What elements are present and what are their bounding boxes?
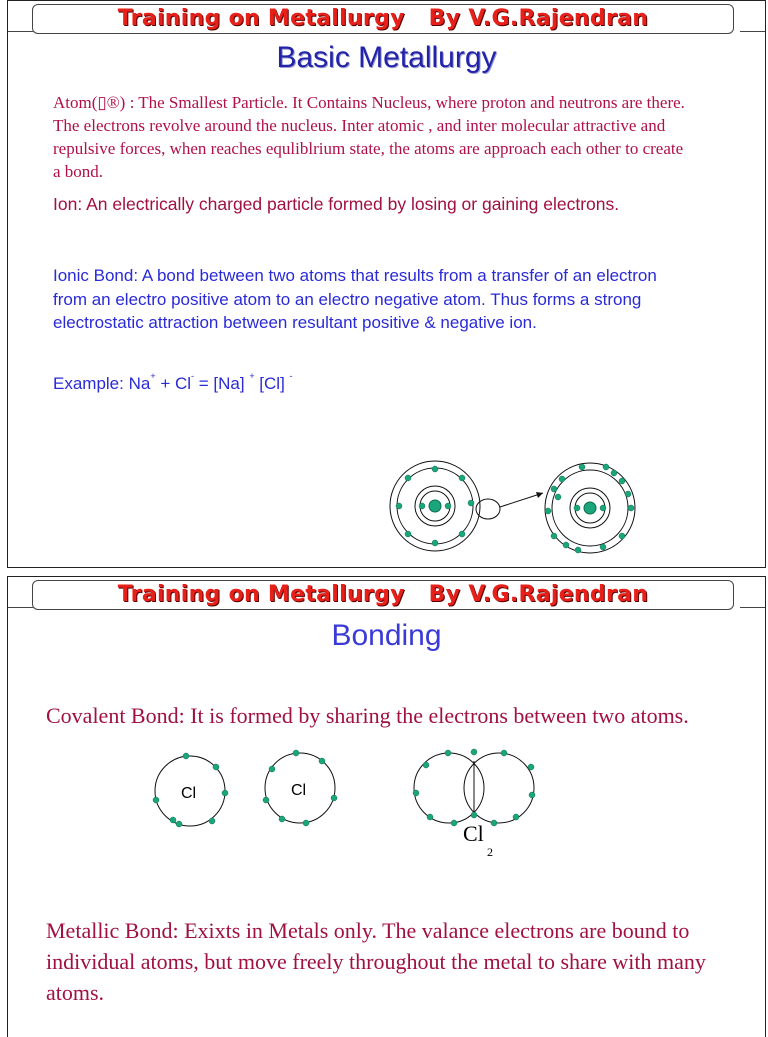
arrow-head	[536, 492, 543, 498]
molecule-subscript: 2	[487, 845, 493, 859]
atom-label-1: Cl	[181, 785, 197, 802]
chlorine-atom-2	[263, 750, 337, 826]
banner-rule-right	[740, 31, 766, 32]
transfer-arrow	[500, 493, 543, 507]
covalent-bond-diagram	[148, 743, 548, 863]
slide-bonding	[7, 576, 766, 1037]
chlorine-atom-1	[153, 753, 228, 827]
chlorine-molecule	[413, 749, 535, 859]
covalent-bond-definition: Covalent Bond: It is formed by sharing the electrons between two atoms.	[46, 703, 689, 728]
slide-banner	[32, 580, 734, 610]
atom-definition: Atom(▯®) : The Smallest Particle. It Contains Nucleus, where proton and neutrons are there. The electrons revolve around the nucleus. Inter atomic , and inter molecular attractive and repulsive forces, when reaches equliblrium state, the atoms are approach each other to create a bond.	[53, 93, 685, 181]
ionic-bond-definition: Ionic Bond: A bond between two atoms that results from a transfer of an electron from an electro positive atom to an electro negative atom. Thus forms a strong electrostatic attraction between resultant positive & negative ion.	[53, 266, 657, 332]
banner-rule-left	[7, 607, 33, 608]
chlorine-atom	[545, 463, 635, 553]
sodium-atom	[390, 461, 480, 551]
atom-label-2: Cl	[291, 782, 307, 799]
slide-title: Bonding	[331, 619, 442, 652]
ionic-transfer-diagram	[378, 451, 638, 567]
slide-title: Basic Metallurgy	[276, 41, 497, 74]
slide-banner	[32, 4, 734, 34]
banner-text: Training on Metallurgy By V.G.Rajendran	[117, 6, 649, 31]
banner-rule-left	[7, 31, 33, 32]
molecule-label: Cl	[463, 821, 484, 846]
ion-definition: Ion: An electrically charged particle formed by losing or gaining electrons.	[53, 194, 620, 214]
slide-basic-metallurgy	[7, 0, 766, 568]
ionic-bond-example: Example: Na+ + Cl- = [Na] + [Cl] -	[53, 371, 293, 393]
metallic-bond-definition: Metallic Bond: Exixts in Metals only. The valance electrons are bound to individual atoms, but move freely throughout the metal to share with many atoms.	[46, 918, 706, 1005]
banner-rule-right	[740, 607, 766, 608]
banner-text: Training on Metallurgy By V.G.Rajendran	[117, 582, 649, 607]
